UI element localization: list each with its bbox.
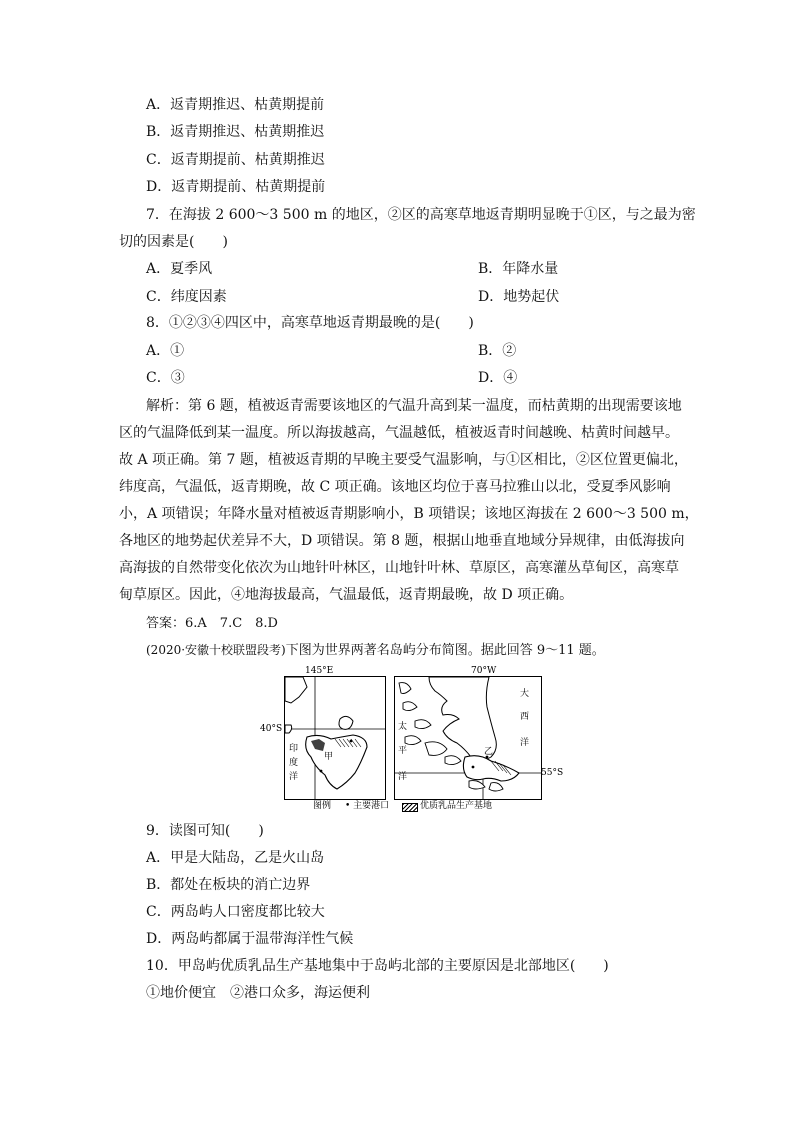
left-map-latitude-label: 40°S [260, 724, 283, 734]
q10-options: ①地价便宜 ②港口众多，海运便利 [146, 985, 370, 1001]
intro-text: 下图为世界两著名岛屿分布简图。据此回答 9～11 题。 [285, 643, 605, 658]
q9-option-b: B．都处在板块的消亡边界 [146, 877, 311, 893]
legend-dairy-swatch [402, 803, 418, 812]
island-yi-outline [463, 756, 519, 781]
left-ocean-char: 印 [289, 744, 299, 754]
q8-option-b: B．② [478, 343, 517, 359]
legend-dairy: 优质乳品生产基地 [420, 801, 493, 811]
q7-stem-line2: 切的因素是( ) [119, 234, 228, 250]
island-jia-label: 甲 [324, 752, 334, 762]
question-intro [146, 640, 605, 661]
answer-line: 答案：6.A 7.C 8.D [146, 616, 278, 631]
legend-port: • 主要港口 [345, 801, 390, 811]
right-ocean-west-char: 平 [398, 746, 408, 756]
q8-option-c: C．③ [146, 370, 185, 386]
q8-option-a: A．① [146, 343, 185, 359]
q8-option-d: D．④ [478, 370, 518, 386]
right-ocean-west-char: 太 [398, 722, 408, 732]
analysis-line: 高海拔的自然带变化依次为山地针叶林区，山地针叶林、草原区，高寒灌丛草甸区，高寒草 [119, 560, 679, 576]
q6-option-b: B．返青期推迟、枯黄期推迟 [146, 124, 325, 140]
q6-option-c: C．返青期提前、枯黄期推迟 [146, 152, 325, 168]
right-ocean-west-char: 洋 [398, 772, 408, 782]
right-ocean-east-char: 洋 [520, 738, 530, 748]
analysis-line: 纬度高，气温低，返青期晚，故 C 项正确。该地区均位于喜马拉雅山以北，受夏季风影响 [119, 479, 671, 495]
analysis-line: 甸草原区。因此，④地海拔最高，气温最低，返青期最晚，故 D 项正确。 [119, 587, 574, 603]
q7-stem-line1: 7．在海拔 2 600～3 500 m 的地区，②区的高寒草地返青期明显晚于①区，与之最为密 [146, 207, 696, 223]
q7-option-a: A．夏季风 [146, 261, 213, 277]
analysis-line: 区的气温降低到某一温度。所以海拔越高，气温越低，植被返青时间越晚、枯黄时间越早。 [119, 425, 679, 441]
left-map-tasmania [284, 676, 386, 800]
q9-stem: 9．读图可知( ) [146, 823, 264, 839]
q9-option-d: D．两岛屿都属于温带海洋性气候 [146, 931, 354, 947]
island-yi-label: 乙 [484, 747, 494, 757]
right-map-longitude-label: 70°W [471, 666, 497, 676]
q7-option-c: C．纬度因素 [146, 289, 227, 305]
q9-option-c: C．两岛屿人口密度都比较大 [146, 904, 325, 920]
intro-source: (2020·安徽十校联盟段考) [146, 643, 286, 657]
right-ocean-east-char: 大 [520, 689, 530, 699]
left-ocean-char: 洋 [289, 772, 299, 782]
analysis-line: 小，A 项错误；年降水量对植被返青期影响小，B 项错误；该地区海拔在 2 600～3 500 m， [119, 506, 699, 522]
left-map-shapes [285, 677, 385, 799]
right-ocean-east-char: 西 [520, 712, 530, 722]
q6-option-d: D．返青期提前、枯黄期提前 [146, 179, 326, 195]
q6-option-a: A．返青期推迟、枯黄期提前 [146, 97, 325, 113]
q8-stem: 8．①②③④四区中，高寒草地返青期最晚的是( ) [146, 315, 474, 331]
left-ocean-char: 度 [289, 758, 299, 768]
right-map-latitude-label: 55°S [541, 768, 564, 778]
analysis-line: 故 A 项正确。第 7 题，植被返青期的早晚主要受气温影响，与①区相比，②区位置更偏北， [119, 452, 688, 468]
q7-option-d: D．地势起伏 [478, 289, 560, 305]
analysis-line: 解析：第 6 题，植被返青需要该地区的气温升高到某一温度，而枯黄期的出现需要该地 [146, 398, 682, 414]
q7-option-b: B．年降水量 [478, 261, 559, 277]
analysis-line: 各地区的地势起伏差异不大，D 项错误。第 8 题，根据山地垂直地域分异规律，由低海拔向 [119, 533, 685, 549]
q9-option-a: A．甲是大陆岛，乙是火山岛 [146, 850, 325, 866]
q10-stem: 10．甲岛屿优质乳品生产基地集中于岛屿北部的主要原因是北部地区( ) [146, 958, 609, 974]
left-map-longitude-label: 145°E [305, 666, 334, 676]
legend-title: 图例 [313, 801, 332, 811]
